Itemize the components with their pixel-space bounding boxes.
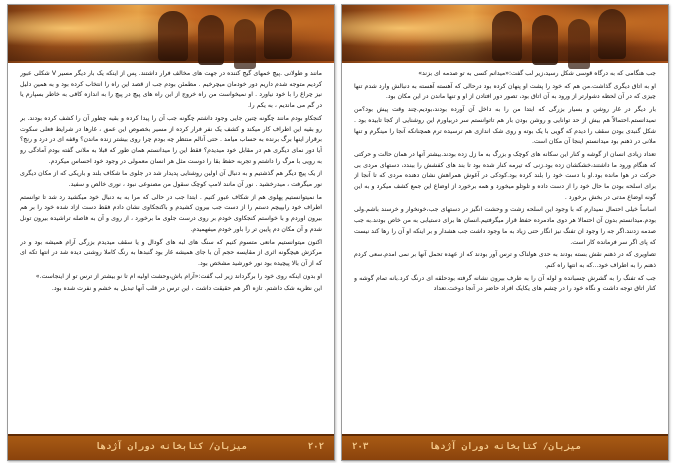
paragraph: ما نمیتوانستیم پهلوی هم از شکاف عبور کنیم . ابتدا جب در حالی که مرا به به دنبال خود میکشید رد شد تا توانستم اطراف خود رابپیچم دستم را از دست جب بیرون کشیدم و باکنجکاوی نشان دادم فقط دست ازاد شده خود را بر هم بیرون اوردم و با خواستم کنجکاوی خودم بر روی درست جلوی ما برخورد ، از روی و آن به فاصله تراشیده بیرون تونل شدم و آن مکان دم پایین تر را باور خودم میفهمیدم. [20,193,322,233]
paragraph: مانند و طولانی .پیچ خمهای گیج کننده در جهت های مخالف فرار داشتند. پس از اینکه یک بار دیگر مسیر V شکلی عبور کردیم متوجه شدم داریم دور خودمان میچرخیم . مطمئن بودم جب از قصد این راه را انتخاب کرده بود و به همین دلیل نیز چراغ را با خود نیاورد . او نمیخواست من راه خروج از این راه های پیچ در پیچ را به اندازه کافی به خاطر بسپارم یا در گم می ماندیم ، به یکم را. [20,70,322,110]
paragraph: تصاویری که در ذهنم نقش بسته بودند به حدی هولناک و ترس آور بودند که از عهده تحمل آنها بر نمی امدم.سعی کردم ذهنم را به اطراف خود...که به انتها راه کنم. [354,251,656,269]
page-text [20,69,322,428]
paragraph: جب که تفنگ را به گشرش چسبانده و لوله آن را به طرف بیرون نشانه گرفته بودحلقه ای درنگ کرد.بانه تمام گوشه و کنار اتاق توجه داشت و نگاه خود را در چشم های یکایک افراد حاضر در آنجا دوخت.تعداد [354,274,656,293]
paragraph: اکنون میتوانستیم مانعی متسوم کنیم که سنگ های لبه های گودال و یا سقف میدیدم بزرگی آرام همیشه بود و در مرکزش هیچگونه اثری از مقایسه حجم آن با جای همیشه غار بود گنبدها به رنگ کاملا روشنی دیده شد در انتها تکه ای که از آن بالا پیچیده بود نور خورشید مشخص بود. [20,238,322,267]
paragraph: او بدون اینکه روی خود را برگرداند زیر لب گفت:«آرام باش،وحشت اولیه ام تا نو بیشتر از ترس تو از اینجاست.» [35,272,322,280]
header-banner-image [8,5,334,63]
page-202 [7,4,335,461]
paragraph: کنجکاو بودم مانند چگونه چنین جایی وجود داشتم چگونه جب آن را پیدا کرده و بقیه چطور آن را کشف کرده بودند. بر رو بقیه این اطراف کار میکند و کشف یک نفر فرار کرده از مسیر بخصوص این عمق ، غارها در شرایط فعلی سکوت برقرار اینها برگ برنده به حساب میامد . حتی آنالم منتظر چه بودم چرا روی بیشتر زنده ماندن؟ وقفه ای در درد و رنج؟ آیا دور نمای دیگری هم در مقابل خود میدیدم؟ فقط این را میدانستم همان طور که قبلا به ملانی گفته بودم آمادگی رو به رویی با مرگ را داشتم و تجربه حفظ بقا را دوست مثل هر انسان معمولی در وجود خود احساس میکردم. [20,114,322,165]
paragraph: بار دیگر در غار روشن و بسیار بزرگی که ابتدا من را به داخل آن آورده بودند،بودیم.چند وقت پیش بود؟من نمیدانستم.احتمالاً هم بیش از حد توانایی و روشن بودن بار هم تاتوانستم سر دربیاورم این روشنایی از کجا تابیده بود . شکل گنبدی بودن سقف را دیدم که گویی با یک بوته و روی شک اندازی هم ترسیده ترم همچنانکه آنجا را مینگرم و تنها ملانی در ذهنم بود میدانستم اینجا آن مکان است. [354,106,656,146]
paragraph: جب هنگامی که به درگاه قوسی شکل رسید،زیر لب گفت:«میدانم کسی به تو صدمه ای بزند» [418,70,656,77]
paragraph: از یک پیچ دیگر هم گذشتیم و به دنبال آن اولین روشنایی پدیدار شد در جلوی ما شکاف بلند و باریکی که از مکان دیگری نور میگرفت ، میدرخشید . نور آن مانند لامپ کوچک سقول من مصنوعی نبود ، نوری خالص و سفید. [20,170,322,189]
page-footer [342,434,668,460]
page-number: ۲۰۳ [352,442,369,452]
paragraph: اساساً خیلی احتمال نمیدارم که با وجود این اسلحه زشت و وحشت انگیز در دستهای جب،خونخوار و خرسند باشم.ولی بودم.ميدانستم بدون آن احتمالا هر دوی مادمرده حفظ قرار میگرفتیم.انسان ها برای دستیابی به من خاص بودند.به جب صدمه زدنند.اگر جه را وجود ان تفنگ نیز انگار حتی زیاد به ما وجود داشت جب هشدار و بر اینکه او آن را رها کند نیست که پای اگر سر فرمانده کار است. [354,206,656,246]
page-number: ۲۰۲ [307,442,324,452]
footer-title: میزبان/ کتابخانه دوران آژدها [429,442,581,452]
paragraph: این نظریه شک داشتم. تازه اگر هم حقیقت داشت ، این ترس در قلب آنها تبدیل به خشم و نفرت شده بود. [51,285,322,293]
paragraph: او به اتاق دیگری گذاشت.من هم که خود را پشت او پنهان کرده بود درحالی که آهسته آهسته به دنبالش وارد شدم تنها چیزی که در آن لحظه دشوارتر از ورود به آن اتاق بود، تصور دور افتادن از او و تنها ماندن در این مکان بود. [354,82,656,101]
page-footer [8,434,334,460]
header-banner-image [342,5,668,63]
page-text [354,69,656,428]
footer-title: میزبان/ کتابخانه دوران آژدها [95,442,247,452]
paragraph: تعداد زیادی انسان از گوشه و کنار این سکانه های کوچک و بزرگ به ما زل زده بودند.بیشتر آنها در همان حالت و حرکتی که هنگام ورود ما داشتند،خشکشان زده بود.زنی که تیرمه کنار شده بود تا بند های کفشش را ببندد، دستهای مردی بی حرکت در هوا مانده بود.او با دست خود را بلند کرده بود.کودکی در آغوش همراهش نشان دهنده مردی که تا آنجا از برای اسلحه بودن ما حال خود را از دست داده و تلوتلو میخورد و همه برخورد از اوضاع این جمع کشف میکرد و به این گونه اوضاع مدتی در بخش برخورد . [354,150,656,201]
page-203 [341,4,669,461]
